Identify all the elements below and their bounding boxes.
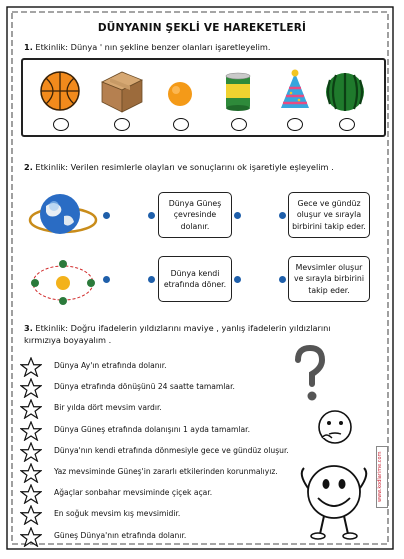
match-dot-result-1[interactable] — [279, 212, 286, 219]
q1-number: 1. — [24, 42, 33, 52]
statement-row — [20, 378, 320, 396]
cause-card-2: Dünya kendi etrafında döner. — [158, 256, 232, 302]
q3-heading — [24, 322, 364, 347]
answer-circle-2[interactable] — [114, 118, 130, 131]
star-icon[interactable] — [20, 463, 42, 483]
smiley-character-icon — [296, 458, 372, 542]
statement-row — [20, 357, 320, 375]
statement-row — [20, 505, 320, 523]
sun-earth-orbit-icon — [28, 257, 98, 309]
match-dot-cause-1-left[interactable] — [148, 212, 155, 219]
statement-row — [20, 442, 320, 460]
result-card-1: Gece ve gündüz oluşur ve sırayla birbirini takip eder. — [288, 192, 370, 238]
basketball-icon — [37, 68, 83, 114]
q2-number: 2. — [24, 162, 33, 172]
statement-row — [20, 421, 320, 439]
statement-text: Bir yılda dört mevsim vardır. — [54, 403, 162, 413]
statement-row — [20, 463, 320, 481]
sidebar-watermark: www.kodlarime.com — [376, 446, 388, 508]
statement-text: Dünya Güneş etrafında dolanışını 1 ayda tamamlar. — [54, 424, 251, 434]
star-icon[interactable] — [20, 357, 42, 377]
statement-text: Dünya Ay'ın etrafında dolanır. — [54, 361, 167, 370]
q3-text: Doğru ifadelerin yıldızlarını maviye , yanlış ifadelerin yıldızlarını kırmızıya boyayalım . — [24, 323, 331, 346]
cause-card-1: Dünya Güneş çevresinde dolanır. — [158, 192, 232, 238]
answer-circle-4[interactable] — [231, 118, 247, 131]
match-dot-result-2[interactable] — [279, 276, 286, 283]
answer-circle-5[interactable] — [287, 118, 303, 131]
match-dot-image-2[interactable] — [103, 276, 110, 283]
page-title: DÜNYANIN ŞEKLİ VE HAREKETLERİ — [97, 22, 307, 34]
star-icon[interactable] — [20, 378, 42, 398]
answer-circle-6[interactable] — [339, 118, 355, 131]
cardboard-box-icon — [98, 68, 144, 114]
statement-row — [20, 527, 320, 545]
thinking-face-icon — [316, 408, 354, 446]
star-icon[interactable] — [20, 399, 42, 419]
q2-heading — [24, 162, 334, 172]
statement-text: Dünya'nın kendi etrafında dönmesiyle gece ve gündüz oluşur. — [54, 445, 289, 455]
statement-text: Ağaçlar sonbahar mevsiminde çiçek açar. — [54, 488, 213, 498]
q3-number: 3. — [24, 323, 33, 333]
star-icon[interactable] — [20, 421, 42, 441]
q2-label: Etkinlik: — [35, 162, 69, 172]
q2-text: Verilen resimlerle olayları ve sonuçlarını ok işaretiyle eşleyelim . — [70, 162, 334, 172]
statement-text: Yaz mevsiminde Güneş'in zararlı etkilerinden korunmalıyız. — [54, 467, 278, 476]
star-icon[interactable] — [20, 442, 42, 462]
result-card-2: Mevsimler oluşur ve sırayla birbirini takip eder. — [288, 256, 370, 302]
q1-heading — [24, 42, 270, 52]
q1-label: Etkinlik: — [35, 42, 69, 52]
star-icon[interactable] — [20, 505, 42, 525]
star-icon[interactable] — [20, 484, 42, 504]
match-dot-cause-2-right[interactable] — [234, 276, 241, 283]
match-dot-cause-2-left[interactable] — [148, 276, 155, 283]
match-dot-cause-1-right[interactable] — [234, 212, 241, 219]
watermelon-icon — [322, 68, 368, 114]
statement-row — [20, 484, 320, 502]
q3-label: Etkinlik: — [35, 323, 69, 333]
question-mark-icon — [290, 344, 328, 406]
party-hat-icon — [272, 68, 318, 114]
match-dot-image-1[interactable] — [103, 212, 110, 219]
tin-can-icon — [215, 68, 261, 114]
earth-orbit-icon — [28, 186, 98, 246]
answer-circle-1[interactable] — [53, 118, 69, 131]
statement-row — [20, 399, 320, 417]
statement-text: Dünya etrafında dönüşünü 24 saatte tamamlar. — [54, 382, 235, 392]
answer-circle-3[interactable] — [173, 118, 189, 131]
orange-icon — [157, 68, 203, 114]
statement-text: Güneş Dünya'nın etrafında dolanır. — [54, 530, 187, 540]
q1-text: Dünya ' nın şekline benzer olanları işaretleyelim. — [70, 42, 271, 52]
statement-text: En soğuk mevsim kış mevsimidir. — [54, 509, 181, 519]
star-icon[interactable] — [20, 527, 42, 547]
